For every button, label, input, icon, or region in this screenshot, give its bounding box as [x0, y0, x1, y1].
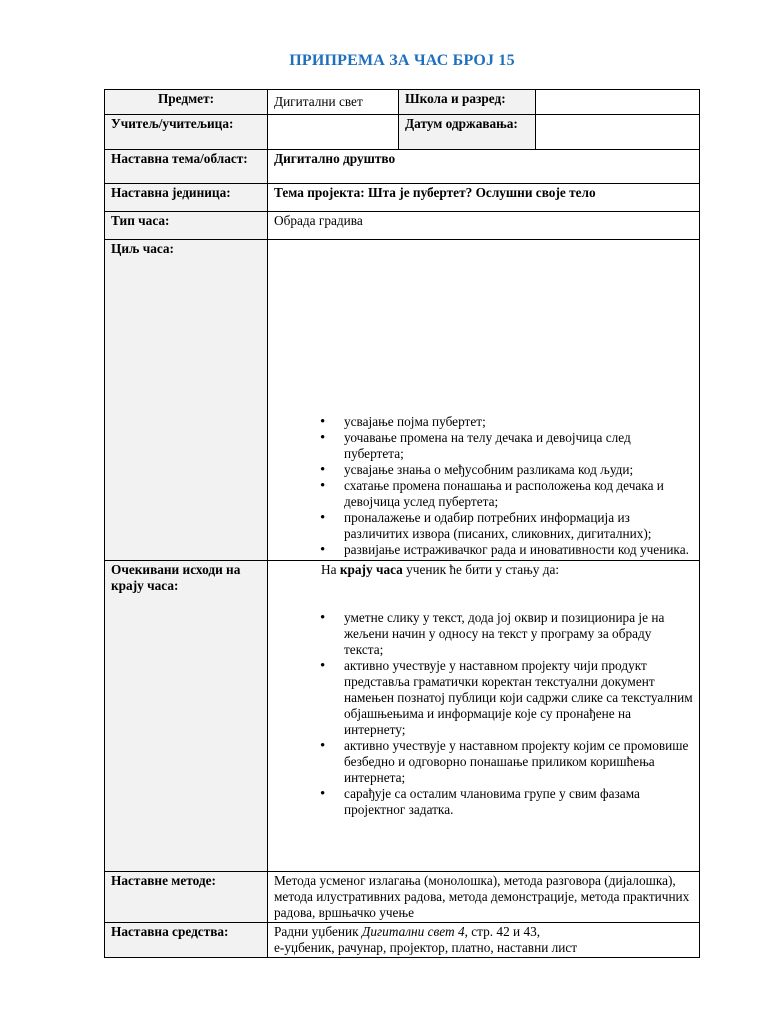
outcomes-intro-a: На — [321, 562, 340, 577]
subject-label: Предмет: — [105, 90, 268, 115]
page-title: ПРИПРЕМА ЗА ЧАС БРОЈ 15 — [289, 52, 515, 69]
textbook-title: Дигитални свет 4 — [361, 924, 465, 939]
unit-label: Наставна јединица: — [105, 184, 268, 212]
outcomes-list — [274, 610, 693, 818]
tools-line-1a: Радни уџбеник — [274, 924, 362, 939]
goal-item: • усвајање појма пубертет; — [344, 414, 693, 430]
subject-value: Дигитални свет — [268, 90, 399, 115]
goal-item: • развијање истраживачког рада и иновативности код ученика. — [344, 542, 693, 558]
row-type — [105, 212, 700, 240]
outcome-item: • активно учествује у наставном пројекту чији продукт представља граматички коректан текстуални документ намењен познатој публици који садржи слике са текстуалним објашњењима и информације које су пронађене на интернету; — [344, 658, 693, 738]
goal-item: • схатање промена понашања и расположења код дечака и девојчица услед пубертета; — [344, 478, 693, 510]
type-value: Обрада градива — [268, 212, 700, 240]
tools-value — [268, 923, 700, 958]
outcomes-intro — [274, 562, 693, 578]
goal-list-cell — [268, 240, 700, 561]
date-value — [536, 115, 700, 150]
row-goal — [105, 240, 700, 561]
tools-line-1 — [274, 924, 693, 940]
outcomes-cell — [268, 561, 700, 872]
goal-list — [274, 414, 693, 558]
row-subject — [105, 90, 700, 115]
goal-item: • усвајање знања о међусобним разликама код људи; — [344, 462, 693, 478]
teacher-label: Учитељ/учитељица: — [105, 115, 268, 150]
topic-label: Наставна тема/област: — [105, 150, 268, 184]
tools-line-2: е-уџбеник, рачунар, пројектор, платно, наставни лист — [274, 940, 578, 955]
outcome-item: • активно учествује у наставном пројекту којим се промовише безбедно и одговорно понашање приликом коришћења интернета; — [344, 738, 693, 786]
methods-label: Наставне методе: — [105, 872, 268, 923]
topic-value: Дигитално друштво — [268, 150, 700, 184]
school-label: Школа и разред: — [399, 90, 536, 115]
row-topic — [105, 150, 700, 184]
school-value — [536, 90, 700, 115]
outcomes-intro-c: ученик ће бити у стању да: — [402, 562, 560, 577]
outcome-item: • уметне слику у текст, дода јој оквир и позиционира је на жељени начин у односу на текст у програму за обраду текста; — [344, 610, 693, 658]
tools-line-1c: , стр. 42 и 43, — [464, 924, 541, 939]
row-methods — [105, 872, 700, 923]
teacher-value — [268, 115, 399, 150]
type-label: Тип часа: — [105, 212, 268, 240]
lesson-plan-table — [104, 89, 700, 958]
date-label: Датум одржавања: — [399, 115, 536, 150]
goal-item: • уочавање промена на телу дечака и девојчица след пубертета; — [344, 430, 693, 462]
tools-label: Наставна средства: — [105, 923, 268, 958]
outcomes-intro-b: крају часа — [339, 562, 403, 577]
row-teacher — [105, 115, 700, 150]
goal-item: • проналажење и одабир потребних информација из различитих извора (писаних, сликовних, дигиталних); — [344, 510, 693, 542]
unit-value: Тема пројекта: Шта је пубертет? Ослушни своје тело — [268, 184, 700, 212]
row-unit — [105, 184, 700, 212]
methods-value: Метода усменог излагања (монолошка), метода разговора (дијалошка), метода илустративних радова, метода демонстрације, метода практичних радова, вршњачко учење — [268, 872, 700, 923]
outcomes-label: Очекивани исходи на крају часа: — [105, 561, 268, 872]
row-tools — [105, 923, 700, 958]
row-outcomes — [105, 561, 700, 872]
goal-label: Циљ часа: — [105, 240, 268, 561]
outcome-item: • сарађује са осталим члановима групе у свим фазама пројектног задатка. — [344, 786, 693, 818]
